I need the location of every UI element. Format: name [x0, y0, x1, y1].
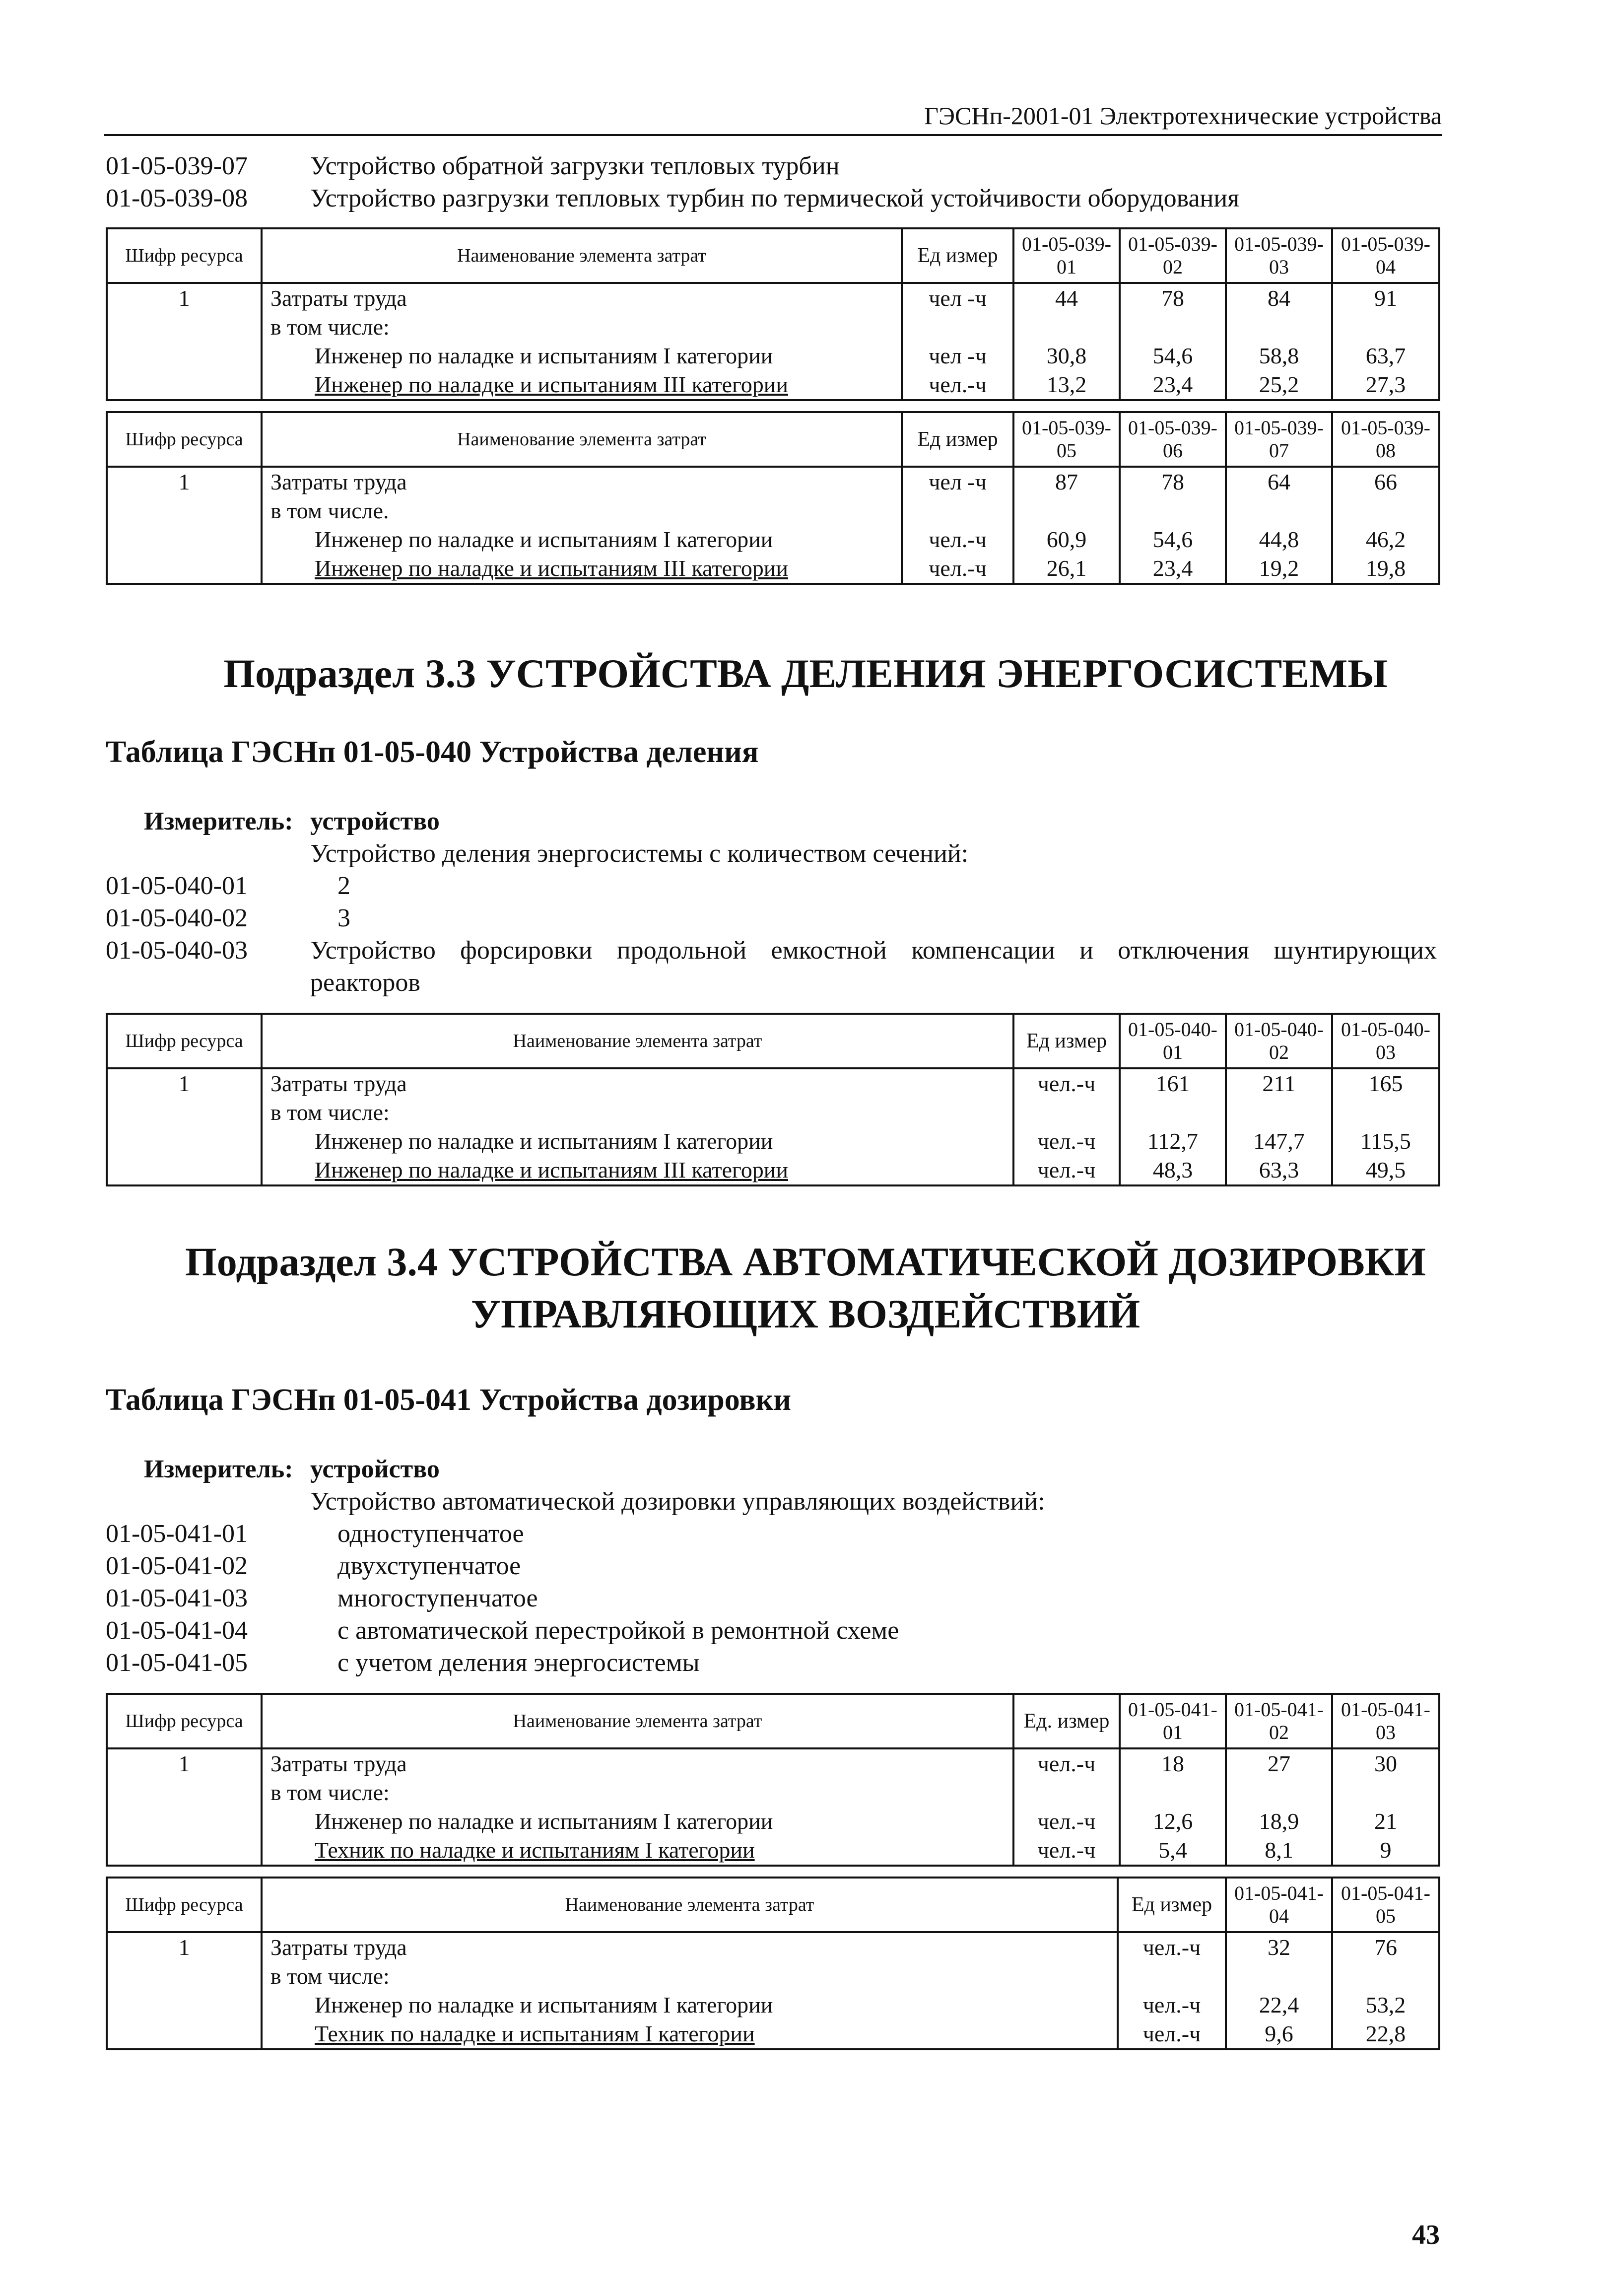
col-name-header: Наименование элемента затрат [262, 1878, 1118, 1932]
table-row: в том числе: [107, 313, 1439, 342]
item-text: двухступенчатое [337, 1552, 521, 1580]
section-title: Подраздел 3.4 УСТРОЙСТВА АВТОМАТИЧЕСКОЙ ДОЗИРОВКИ [185, 1239, 1426, 1284]
col-norm-header: 01-05-040-02 [1226, 1014, 1332, 1068]
col-code-header: Шифр ресурса [107, 412, 262, 467]
col-norm-header: 01-05-041-03 [1332, 1694, 1439, 1748]
items-intro: Устройство деления энергосистемы с количеством сечений: [310, 839, 969, 868]
item-text: многоступенчатое [337, 1584, 538, 1612]
col-name-header: Наименование элемента затрат [262, 228, 902, 283]
table-row: в том числе: [107, 1098, 1439, 1127]
item-code: 01-05-041-02 [106, 1552, 248, 1580]
item-code: 01-05-040-02 [106, 904, 248, 932]
norms-table-041-b [106, 1877, 1440, 2050]
norms-table-040 [106, 1013, 1440, 1186]
page-number: 43 [1412, 2220, 1440, 2250]
table-row: 1 Затраты труда чел -ч 44 78 84 91 [107, 283, 1439, 313]
table-row: в том числе. [107, 496, 1439, 525]
items-intro: Устройство автоматической дозировки управляющих воздействий: [310, 1487, 1045, 1516]
table-row: Инженер по наладке и испытаниям III категории чел.-ч 13,2 23,4 25,2 27,3 [107, 370, 1439, 400]
col-name-header: Наименование элемента затрат [262, 1014, 1013, 1068]
col-code-header: Шифр ресурса [107, 1694, 262, 1748]
table-row: Техник по наладке и испытаниям I категории чел.-ч 5,4 8,1 9 [107, 1836, 1439, 1866]
col-name-header: Наименование элемента затрат [262, 1694, 1013, 1748]
table-row: в том числе: [107, 1962, 1439, 1991]
col-norm-header: 01-05-039-08 [1332, 412, 1439, 467]
col-norm-header: 01-05-039-05 [1013, 412, 1120, 467]
col-norm-header: 01-05-041-02 [1226, 1694, 1332, 1748]
meter-value: устройство [310, 1455, 440, 1483]
table-row: Инженер по наладке и испытаниям III категории чел.-ч 26,1 23,4 19,2 19,8 [107, 554, 1439, 584]
norms-table-039-a [106, 227, 1440, 401]
item-code: 01-05-039-08 [106, 184, 248, 212]
table-row: 1 Затраты труда чел.-ч 18 27 30 [107, 1748, 1439, 1778]
item-text: с учетом деления энергосистемы [337, 1649, 700, 1677]
col-norm-header: 01-05-039-06 [1120, 412, 1226, 467]
col-code-header: Шифр ресурса [107, 1878, 262, 1932]
item-code: 01-05-039-07 [106, 152, 248, 180]
col-norm-header: 01-05-041-01 [1120, 1694, 1226, 1748]
item-code: 01-05-040-01 [106, 872, 248, 900]
col-norm-header: 01-05-039-01 [1013, 228, 1120, 283]
table-row: 1 Затраты труда чел -ч 87 78 64 66 [107, 467, 1439, 496]
table-row: Инженер по наладке и испытаниям I категории чел -ч 30,8 54,6 58,8 63,7 [107, 342, 1439, 370]
table-row: в том числе: [107, 1778, 1439, 1807]
col-norm-header: 01-05-039-03 [1226, 228, 1332, 283]
table-row: Инженер по наладке и испытаниям I категории чел.-ч 60,9 54,6 44,8 46,2 [107, 525, 1439, 554]
running-header [104, 89, 1442, 136]
norms-table-039-b [106, 411, 1440, 585]
col-norm-header: 01-05-041-04 [1226, 1878, 1332, 1932]
col-unit-header: Ед. измер [1013, 1694, 1120, 1748]
col-norm-header: 01-05-039-07 [1226, 412, 1332, 467]
header-title: ГЭСНп-2001-01 Электротехнические устройства [924, 102, 1442, 130]
col-code-header: Шифр ресурса [107, 1014, 262, 1068]
meter-label: Измеритель: [144, 1455, 293, 1483]
col-unit-header: Ед измер [1013, 1014, 1120, 1068]
col-unit-header: Ед измер [1118, 1878, 1226, 1932]
table-row: 1 Затраты труда чел.-ч 32 76 [107, 1932, 1439, 1962]
table-row: 1 Затраты труда чел.-ч 161 211 165 [107, 1068, 1439, 1098]
item-code: 01-05-041-05 [106, 1649, 248, 1677]
table-row: Техник по наладке и испытаниям I категории чел.-ч 9,6 22,8 [107, 2019, 1439, 2049]
item-text: 2 [337, 872, 350, 900]
meter-value: устройство [310, 807, 440, 835]
item-text: Устройство обратной загрузки тепловых турбин [310, 152, 840, 180]
col-unit-header: Ед измер [902, 412, 1013, 467]
table-title: Таблица ГЭСНп 01-05-041 Устройства дозировки [106, 1383, 792, 1417]
col-norm-header: 01-05-039-02 [1120, 228, 1226, 283]
table-row: Инженер по наладке и испытаниям III категории чел.-ч 48,3 63,3 49,5 [107, 1156, 1439, 1185]
table-row: Инженер по наладке и испытаниям I категории чел.-ч 22,4 53,2 [107, 1991, 1439, 2019]
col-unit-header: Ед измер [902, 228, 1013, 283]
item-text: Устройство форсировки продольной емкостной компенсации и отключения шунтирующих [310, 936, 1437, 965]
item-code: 01-05-041-01 [106, 1520, 248, 1548]
col-norm-header: 01-05-039-04 [1332, 228, 1439, 283]
item-text: Устройство разгрузки тепловых турбин по термической устойчивости оборудования [310, 184, 1240, 212]
item-text: с автоматической перестройкой в ремонтной схеме [337, 1616, 899, 1645]
norms-table-041-a [106, 1693, 1440, 1867]
section-title: Подраздел 3.3 УСТРОЙСТВА ДЕЛЕНИЯ ЭНЕРГОСИСТЕМЫ [223, 651, 1388, 696]
meter-label: Измеритель: [144, 807, 293, 835]
col-code-header: Шифр ресурса [107, 228, 262, 283]
item-text: 3 [337, 904, 350, 932]
col-norm-header: 01-05-041-05 [1332, 1878, 1439, 1932]
item-code: 01-05-041-04 [106, 1616, 248, 1645]
section-title-continued: УПРАВЛЯЮЩИХ ВОЗДЕЙСТВИЙ [470, 1291, 1141, 1336]
col-name-header: Наименование элемента затрат [262, 412, 902, 467]
item-text: одноступенчатое [337, 1520, 524, 1548]
col-norm-header: 01-05-040-01 [1120, 1014, 1226, 1068]
table-row: Инженер по наладке и испытаниям I категории чел.-ч 112,7 147,7 115,5 [107, 1127, 1439, 1156]
item-text-continued: реакторов [310, 969, 420, 997]
table-title: Таблица ГЭСНп 01-05-040 Устройства деления [106, 735, 759, 769]
item-code: 01-05-041-03 [106, 1584, 248, 1612]
col-norm-header: 01-05-040-03 [1332, 1014, 1439, 1068]
item-code: 01-05-040-03 [106, 936, 248, 965]
table-row: Инженер по наладке и испытаниям I категории чел.-ч 12,6 18,9 21 [107, 1807, 1439, 1836]
